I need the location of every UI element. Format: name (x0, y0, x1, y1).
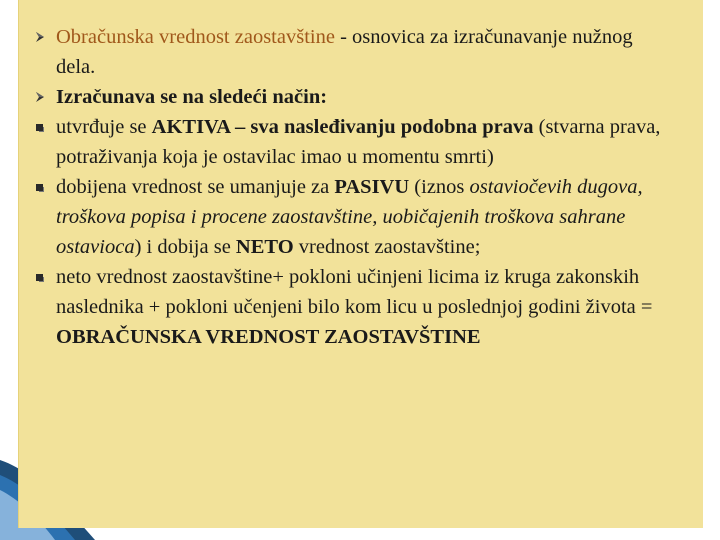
list-item (34, 262, 664, 352)
item-4-bold-pasiva: PASIVU (334, 176, 410, 198)
arrow-bullet-icon (34, 22, 50, 52)
list-item (34, 82, 664, 112)
item-3-bold-text: AKTIVA – sva nasleđivanju podobna prava (151, 116, 534, 138)
item-4-text-1: dobijena vrednost se umanjuje za (56, 176, 335, 198)
bullet-list (34, 22, 664, 352)
item-5-bold-text: OBRAČUNSKA VREDNOST ZAOSTAVŠTINE (56, 326, 481, 348)
list-item (34, 22, 664, 82)
item-4-bold-neto: NETO (235, 236, 294, 258)
square-bullet-icon (34, 262, 50, 292)
item-3-text-2: (stvarna prava, potraživanja koja je ostavilac imao u momentu smrti) (56, 116, 661, 168)
item-1-text: - osnovica za izračunavanje nužnog dela. (56, 26, 633, 78)
item-4-text-4: vrednost zaostavštine; (293, 236, 481, 258)
square-bullet-icon (34, 112, 50, 142)
item-1-accent-text: Obračunska vrednost zaostavštine (56, 26, 335, 48)
item-4-text-2: (iznos (409, 176, 470, 198)
item-4-text-3: ) i dobija se (134, 236, 236, 258)
item-5-text-1: neto vrednost zaostavštine+ pokloni učinjeni licima iz kruga zakonskih naslednika + pokloni učenjeni bilo kom licu u poslednjoj godini života = (56, 266, 653, 318)
list-item (34, 172, 664, 262)
square-bullet-icon (34, 172, 50, 202)
item-3-text-1: utvrđuje se (56, 116, 152, 138)
list-item (34, 112, 664, 172)
item-4-italic-text: ostaviočevih dugova, troškova popisa i procene zaostavštine, uobičajenih troškova sahrane ostavioca (56, 176, 643, 258)
arrow-bullet-icon (34, 82, 50, 112)
item-2-text: Izračunava se na sledeći način: (56, 86, 328, 108)
